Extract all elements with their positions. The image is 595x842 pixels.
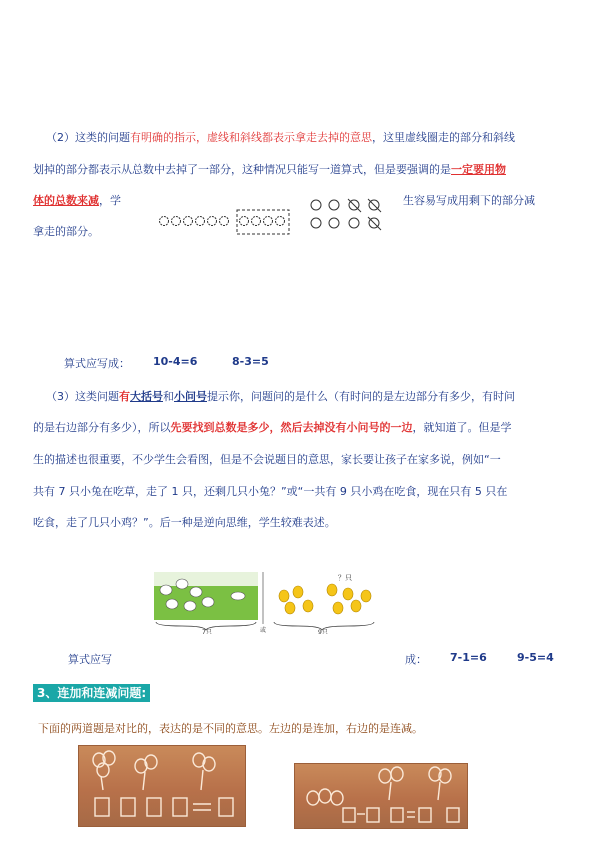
chick-question-label: ？只	[338, 574, 352, 582]
section3-formula-label-a: 算式应写	[68, 653, 112, 666]
section3-formula-1: 7-1=6	[450, 651, 487, 664]
section3-line3: 生的描述也很重要，不少学生会看图，但是不会说题目的意思，家长要让孩子在家多说，例如“一	[33, 453, 501, 466]
section2-line1-c: ，这里虚线圈走的部分和斜线	[372, 131, 515, 144]
section3-line1-c: 大括号	[130, 390, 163, 403]
circles-figure-ten	[158, 205, 294, 235]
section2-line2	[33, 162, 506, 178]
section3-line2-a: 的是右边部分有多少），所以	[33, 421, 171, 434]
section3-formula-label-b: 成：	[405, 653, 427, 666]
section3-line2-c: ，就知道了。但是学	[412, 421, 512, 434]
section3-formula-2: 9-5=4	[517, 651, 554, 664]
rabbit-chick-illustration	[152, 562, 378, 634]
section3-line1-d: 和	[163, 390, 174, 403]
section3-line2-b: 先要找到总数是多少，然后去掉没有小问号的一边	[170, 421, 413, 434]
or-label: 或	[260, 627, 267, 634]
balloon-addition-drawing	[79, 746, 245, 826]
section2-formula-1: 10-4=6	[153, 355, 198, 368]
section2-line4: 拿走的部分。	[33, 225, 99, 238]
circles-figure-eight	[308, 195, 388, 235]
section2-line3	[33, 193, 121, 209]
section2-formula-label: 算式应写成：	[64, 357, 130, 370]
section2-line3-b: ，学	[99, 194, 121, 207]
chick-count-label: 9只	[318, 629, 328, 634]
section2-line1	[46, 130, 515, 146]
section3-line5: 吃食，走了几只小鸡？”。后一种是逆向思维，学生较难表述。	[33, 516, 336, 529]
rabbit-chick-figure	[152, 562, 378, 634]
section4-description: 下面的两道题是对比的，表达的是不同的意思。左边的是连加，右边的是连减。	[38, 722, 423, 735]
section2-line1-a: （2）这类的问题	[46, 131, 130, 144]
section3-line4: 共有 7 只小兔在吃草，走了 1 只，还剩几只小兔？”或“一共有 9 只小鸡在吃食，现在只有 5 只在	[33, 485, 508, 498]
section3-line1-f: 提示你，问题问的是什么（有时问的是左边部分有多少，有时问	[207, 390, 515, 403]
section3-line2	[33, 420, 512, 436]
section2-formula-2: 8-3=5	[232, 355, 269, 368]
section2-line1-b: 有明确的指示，虚线和斜线都表示拿走去掉的意思	[130, 131, 372, 144]
section2-line2-b: 一定要用物	[451, 163, 506, 176]
section3-line1-b: 有	[119, 390, 130, 403]
section2-line3-a: 体的总数来减	[33, 194, 99, 207]
section2-line3-c: 生容易写成用剩下的部分减	[403, 194, 535, 207]
balloon-addition-photo	[78, 745, 246, 827]
balloon-subtraction-drawing	[295, 764, 467, 828]
rabbit-count-label: 7只	[202, 629, 212, 634]
section3-line1	[46, 389, 515, 405]
balloon-subtraction-photo	[294, 763, 468, 829]
section3-line1-a: （3）这类问题	[46, 390, 119, 403]
section2-line2-a: 划掉的部分都表示从总数中去掉了一部分，这种情况只能写一道算式，但是要强调的是	[33, 163, 451, 176]
section-heading-3: 3、连加和连减问题:	[33, 684, 150, 702]
section3-line1-e: 小问号	[174, 390, 207, 403]
